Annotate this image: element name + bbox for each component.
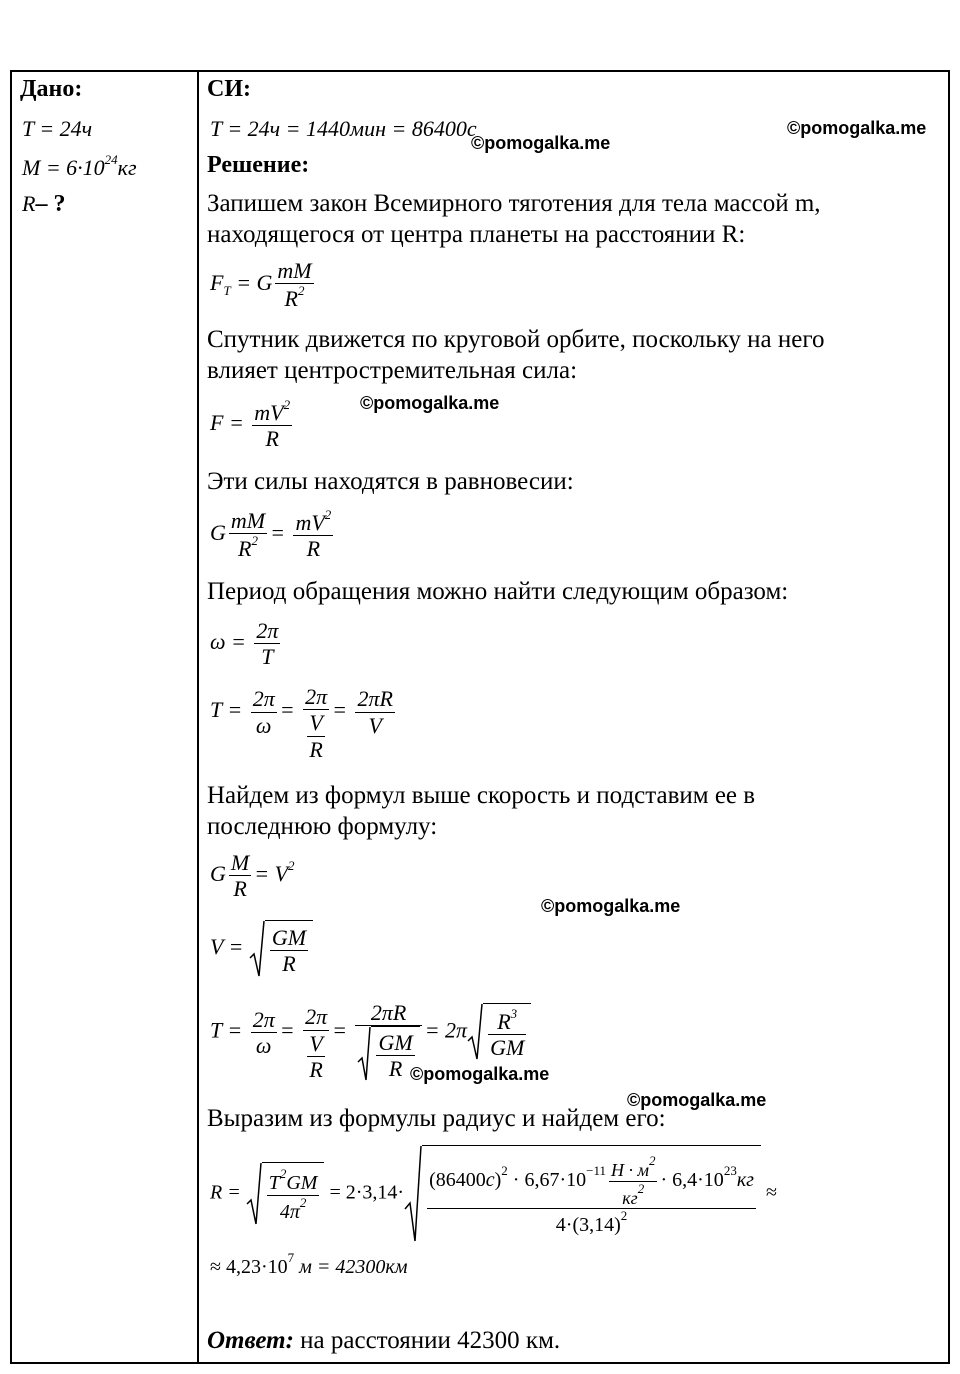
formula-gravitation: $F_T = G$ $\frac{mM}{R^2}$ bbox=[210, 258, 312, 312]
watermark: ©pomogalka.me bbox=[471, 133, 611, 153]
formula-period-full: T = $\frac{2\pi}{\omega}$ = $\frac{2\pi}{\frac{V}{R}}$ = $\frac{2\pi R}{\frac{GM}{R}}$ = 2π $\frac{R^3}{GM}$ bbox=[210, 1000, 531, 1082]
watermark: ©pomogalka.me bbox=[541, 896, 681, 916]
paragraph-4: Период обращения можно найти следующим образом: bbox=[207, 578, 789, 605]
given-heading: Дано: bbox=[20, 76, 83, 102]
formula-centripetal: F = $\frac{mV^2}{R}$ bbox=[210, 397, 291, 452]
answer-text: на расстоянии 42300 км. bbox=[293, 1327, 561, 1354]
paragraph-1-line-1: Запишем закон Всемирного тяготения для тела массой m, bbox=[207, 190, 821, 217]
watermark: ©pomogalka.me bbox=[360, 393, 500, 413]
paragraph-2-line-2: влияет центростремительная сила: bbox=[207, 357, 578, 384]
answer bbox=[207, 1327, 560, 1355]
watermark: ©pomogalka.me bbox=[627, 1090, 767, 1110]
formula-equilibrium: G $\frac{mM}{R^2}$ = $\frac{mV^2}{R}$ bbox=[210, 507, 332, 562]
paragraph-1-line-2: находящегося от центра планеты на расстоянии R: bbox=[207, 221, 746, 248]
formula-period: T = $\frac{2\pi}{\omega}$ = $\frac{2\pi}{\frac{V}{R}}$ = $\frac{2\pi R}{V}$ bbox=[210, 684, 393, 762]
paragraph-5-line-2: последнюю формулу: bbox=[207, 813, 438, 840]
paragraph-3: Эти силы находятся в равновесии: bbox=[207, 468, 574, 495]
si-heading: СИ: bbox=[207, 76, 251, 102]
formula-radius-calculation: R = $\frac{T^2GM}{4\pi^2}$ = 2·3,14· $(86400с)^2 \cdot 6,67\cdot 10^{-11}$ $\frac{Н \cdot м^2}{кг^2}$ · $6,4\cdot 10^{23}кг$ $4\cdot(3,14)^2$ ≈ bbox=[210, 1145, 777, 1243]
given-mass: $M = 6\cdot 10^{24}кг$ bbox=[22, 152, 137, 180]
solution-heading: Решение: bbox=[207, 152, 310, 178]
given-unknown: R– ? bbox=[22, 191, 66, 217]
formula-velocity: V = $\frac{GM}{R}$ bbox=[210, 920, 313, 978]
radius-result: ≈ $4,23\cdot 10^7$ м = 42300км bbox=[210, 1250, 408, 1278]
paragraph-6: Выразим из формулы радиус и найдем его: bbox=[207, 1105, 666, 1132]
column-divider bbox=[197, 72, 199, 1362]
paragraph-2-line-1: Спутник движется по круговой орбите, поскольку на него bbox=[207, 326, 825, 353]
si-conversion: T = 24ч = 1440мин = 86400с bbox=[210, 116, 477, 141]
watermark: ©pomogalka.me bbox=[410, 1064, 550, 1084]
watermark: ©pomogalka.me bbox=[787, 118, 927, 138]
formula-omega: ω = $\frac{2\pi}{T}$ bbox=[210, 618, 279, 670]
paragraph-5-line-1: Найдем из формул выше скорость и подставим ее в bbox=[207, 782, 756, 809]
answer-label: Ответ: bbox=[207, 1327, 294, 1354]
formula-velocity-squared: G $\frac{M}{R}$ = $V^2$ bbox=[210, 850, 295, 902]
given-period: T = 24ч bbox=[22, 116, 93, 141]
